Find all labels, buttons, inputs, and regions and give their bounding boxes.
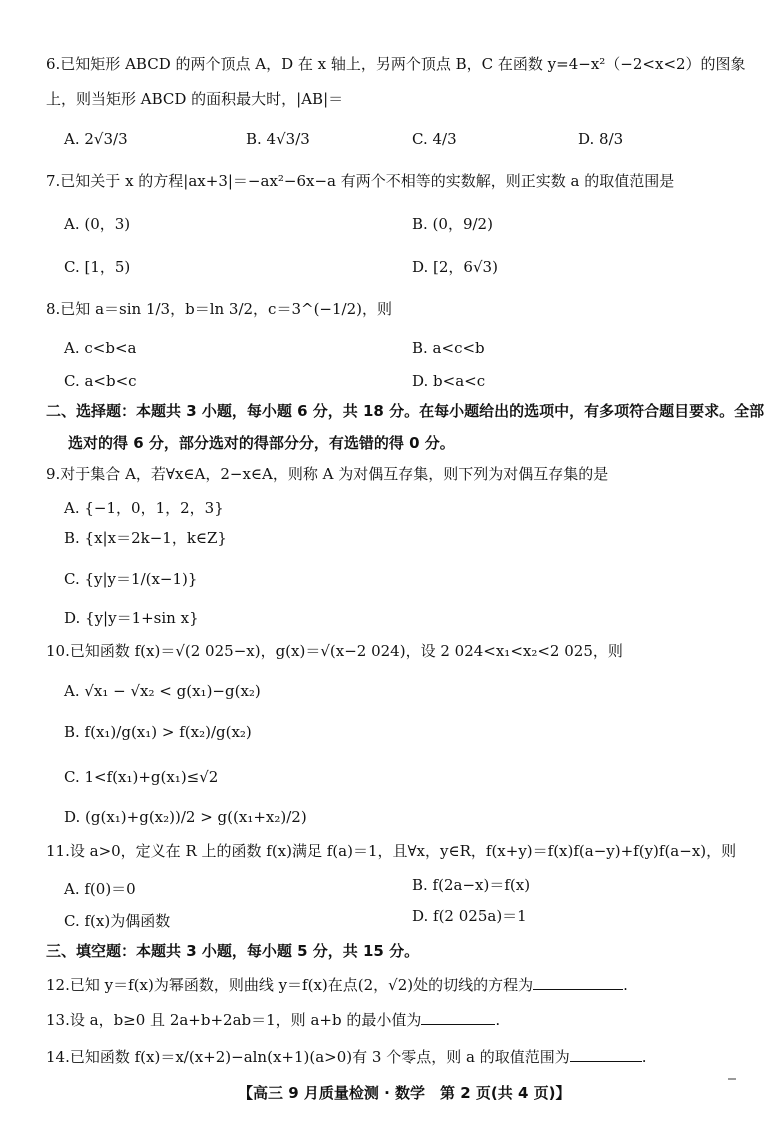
page-footer: 【高三 9 月质量检测 · 数学 第 2 页(共 4 页)】 [238, 1084, 571, 1102]
q7-option-d: D. [2，6√3) [412, 258, 498, 276]
q9-option-b: B. {x|x＝2k−1，k∈Z} [64, 529, 227, 547]
q7-stem: 7.已知关于 x 的方程|ax+3|＝−ax²−6x−a 有两个不相等的实数解，则正实数 a 的取值范围是 [46, 172, 675, 190]
q8-option-b: B. a<c<b [412, 339, 485, 357]
q11-option-c: C. f(x)为偶函数 [64, 912, 171, 930]
q6-stem-line1: 6.已知矩形 ABCD 的两个顶点 A，D 在 x 轴上，另两个顶点 B，C 在函数 y=4−x²（−2<x<2）的图象 [46, 55, 746, 73]
q10-option-c: C. 1<f(x₁)+g(x₁)≤√2 [64, 768, 219, 786]
section-2-instructions: 选对的得 6 分，部分选对的得部分分，有选错的得 0 分。 [68, 434, 455, 452]
q7-option-a: A. (0，3) [64, 215, 131, 233]
q14-end-mark: . [641, 1048, 647, 1066]
q10-option-a: A. √x₁ − √x₂ < g(x₁)−g(x₂) [64, 682, 261, 700]
q6-stem-line2: 上，则当矩形 ABCD 的面积最大时，|AB|＝ [46, 90, 344, 108]
q14-stem: 14.已知函数 f(x)＝x/(x+2)−aln(x+1)(a>0)有 3 个零点，则 a 的取值范围为 [46, 1048, 570, 1066]
q12-answer-blank[interactable] [533, 973, 623, 990]
q7-option-b: B. (0，9/2) [412, 215, 493, 233]
q14-answer-blank[interactable] [570, 1045, 642, 1062]
q9-option-c: C. {y|y＝1/(x−1)} [64, 570, 198, 588]
q6-option-c: C. 4/3 [412, 130, 457, 148]
q11-option-a: A. f(0)＝0 [64, 880, 136, 898]
q11-option-d: D. f(2 025a)＝1 [412, 907, 527, 925]
q8-option-c: C. a<b<c [64, 372, 137, 390]
q13-stem: 13.设 a，b≥0 且 2a+b+2ab＝1，则 a+b 的最小值为 [46, 1011, 422, 1029]
q10-option-b: B. f(x₁)/g(x₁) > f(x₂)/g(x₂) [64, 723, 252, 741]
q13-line [46, 1008, 500, 1031]
section-3-heading: 三、填空题：本题共 3 小题，每小题 5 分，共 15 分。 [46, 942, 420, 960]
q10-stem: 10.已知函数 f(x)＝√(2 025−x)，g(x)＝√(x−2 024)，设 2 024<x₁<x₂<2 025，则 [46, 642, 623, 660]
q6-option-b: B. 4√3/3 [246, 130, 310, 148]
q12-stem: 12.已知 y＝f(x)为幂函数，则曲线 y＝f(x)在点(2，√2)处的切线的方程为 [46, 976, 534, 994]
section-2-heading: 二、选择题：本题共 3 小题，每小题 6 分，共 18 分。在每小题给出的选项中，有多项符合题目要求。全部 [46, 402, 765, 420]
q9-stem: 9.对于集合 A，若∀x∈A，2−x∈A，则称 A 为对偶互存集，则下列为对偶互存集的是 [46, 465, 609, 483]
q8-option-a: A. c<b<a [64, 339, 137, 357]
q8-option-d: D. b<a<c [412, 372, 486, 390]
q6-option-d: D. 8/3 [578, 130, 624, 148]
q9-option-a: A. {−1，0，1，2，3} [64, 499, 224, 517]
q13-end-mark: . [495, 1011, 501, 1029]
q7-option-c: C. [1，5) [64, 258, 131, 276]
q13-answer-blank[interactable] [421, 1008, 495, 1025]
q6-option-a: A. 2√3/3 [64, 130, 128, 148]
q12-end-mark: . [623, 976, 628, 994]
q9-option-d: D. {y|y＝1+sin x} [64, 609, 199, 627]
q10-option-d: D. (g(x₁)+g(x₂))/2 > g((x₁+x₂)/2) [64, 808, 307, 826]
q14-line [46, 1045, 646, 1068]
scan-mark [728, 1078, 736, 1080]
q8-stem: 8.已知 a＝sin 1/3，b＝ln 3/2，c＝3^(−1/2)，则 [46, 300, 392, 318]
q12-line [46, 973, 628, 996]
q11-option-b: B. f(2a−x)＝f(x) [412, 876, 531, 894]
q11-stem: 11.设 a>0，定义在 R 上的函数 f(x)满足 f(a)＝1，且∀x，y∈R，f(x+y)＝f(x)f(a−y)+f(y)f(a−x)，则 [46, 842, 737, 860]
